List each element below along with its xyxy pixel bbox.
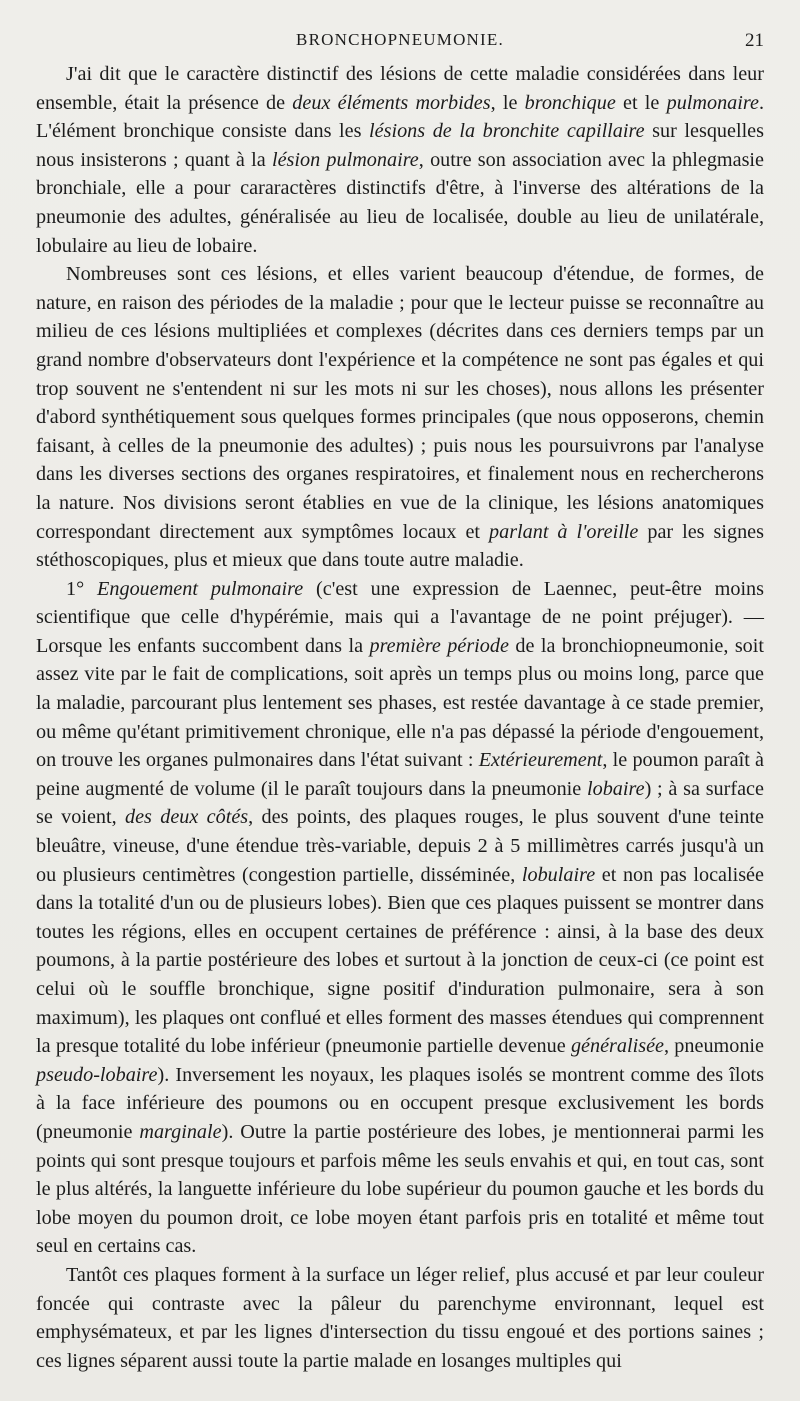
text-run: de la bronchiopneumonie, soit assez vite par le fait de complications, soit après un temps plus ou moins long, parce que la maladie, parcourant plus lentement ses phases, est restée davantage à ce stade premier, ou même qu'étant primitivement chronique, elle n'a pas dépassé la période d'engouement, on trouve les organes pulmonaires dans l'état suivant : [36, 634, 764, 772]
text-run: , le poumon paraît à peine augmenté de volume (il le paraît toujours dans la pneumonie [36, 749, 764, 800]
italic-run: Engouement pulmonaire [97, 577, 304, 600]
italic-run: parlant à l'oreille [489, 520, 639, 543]
text-run: , pneumonie [664, 1035, 765, 1058]
italic-run: lésions de la bronchite capillaire [369, 120, 645, 143]
paragraph-3 [36, 575, 764, 1261]
text-run: et non pas localisée dans la totalité d'un ou de plusieurs lobes). Bien que ces plaques puissent se montrer dans toutes les régions, elles en occupent certaines de préférence : ainsi, à la base des deux poumons, à la partie postérieure des lobes et surtout à la jonction de ceux-ci (ce point est celui où le souffle bronchique, signe positif d'induration pulmonaire, sera à son maximum), les plaques ont conflué et elles forment des masses étendues qui comprennent la presque totalité du lobe inférieur (pneumonie partielle devenue [36, 863, 764, 1058]
italic-run: lobaire [587, 777, 645, 800]
italic-run: première période [369, 634, 509, 657]
italic-run: marginale [139, 1120, 222, 1143]
text-run: , le [490, 91, 525, 114]
italic-run: pulmonaire [666, 91, 759, 114]
italic-run: des deux côtés [124, 806, 249, 829]
italic-run: deux éléments morbides [292, 91, 491, 114]
paragraph-2 [36, 260, 764, 575]
italic-run: pseudo-lobaire [36, 1063, 158, 1086]
text-run: sur lesquelles nous insisterons ; quant à la [36, 120, 764, 171]
text-run: Tantôt ces plaques forment à la surface un léger relief, plus accusé et par leur couleur foncée qui contraste avec la pâleur du parenchyme environnant, lequel est emphysémateux, et par les lignes d'intersection du tissu engoué et des portions saines ; ces lignes séparent aussi toute la partie malade en losanges multiples qui [36, 1263, 764, 1372]
text-run: 1° [66, 577, 98, 600]
text-run: ) ; à sa surface se voient, [36, 777, 764, 829]
text-run: (c'est une expression de Laennec, peut-être moins scientifique que celle d'hypérémie, mais qui a l'avantage de ne point préjuger). — Lorsque les enfants succombent dans la [36, 577, 764, 657]
italic-run: Extérieurement [478, 749, 603, 772]
text-run: J'ai dit que le caractère distinctif des lésions de cette maladie considérées dans leur ensemble, était la présence de [36, 63, 764, 114]
text-run: . L'élément bronchique consiste dans les [36, 91, 764, 143]
text-run: ). Inversement les noyaux, les plaques isolés se montrent comme des îlots à la face inférieure des poumons ou en occupent presque exclusivement les bords (pneumonie [36, 1063, 764, 1143]
text-run: et le [615, 91, 667, 114]
page-number: 21 [745, 30, 764, 51]
text-run: , outre son association avec la phlegmasie bronchiale, elle a pour cararactères distinctifs d'être, à l'inverse des altérations de la pneumonie des adultes, généralisée au lieu de localisée, double au lieu de unilatérale, lobulaire au lieu de lobaire. [36, 148, 765, 257]
italic-run: lésion pulmonaire [271, 148, 419, 171]
italic-run: lobulaire [521, 863, 596, 886]
running-title: BRONCHOPNEUMONIE. [296, 30, 504, 49]
running-head [36, 30, 764, 60]
text-run: Nombreuses sont ces lésions, et elles varient beaucoup d'étendue, de formes, de nature, en raison des périodes de la maladie ; pour que le lecteur puisse se reconnaître au milieu de ces lésions multipliées et complexes (décrites dans ces derniers temps par un grand nombre d'observateurs dont l'expérience et la compétence ne sont pas égales et qui trop souvent ne s'entendent ni sur les mots ni sur les choses), nous allons les présenter d'abord synthétiquement sous quelques formes principales (que nous opposerons, chemin faisant, à celles de la pneumonie des adultes) ; puis nous les poursuivrons par l'analyse dans les diverses sections des organes respiratoires, et finalement nous en rechercherons la nature. Nos divisions seront établies en vue de la clinique, les lésions anatomiques correspondant directement aux symptômes locaux et [36, 263, 764, 543]
body-text [36, 60, 764, 1375]
text-run: par les signes stéthoscopiques, plus et mieux que dans toute autre maladie. [36, 520, 764, 572]
text-run: ). Outre la partie postérieure des lobes, je mentionnerai parmi les points qui sont presque toujours et parfois même les seuls envahis et qui, en tout cas, sont le plus altérés, la languette inférieure du lobe supérieur du poumon gauche et les bords du lobe moyen du poumon droit, ce lobe moyen étant parfois pris en totalité et même tout seul en certains cas. [36, 1120, 764, 1258]
text-run: , des points, des plaques rouges, le plus souvent d'une teinte bleuâtre, vineuse, d'une étendue très-variable, depuis 2 à 5 millimètres carrés jusqu'à un ou plusieurs centimètres (congestion partielle, disséminée, [36, 806, 765, 886]
paragraph-4 [36, 1261, 764, 1375]
paragraph-1 [36, 60, 764, 260]
italic-run: bronchique [524, 91, 616, 114]
italic-run: généralisée [570, 1035, 664, 1058]
